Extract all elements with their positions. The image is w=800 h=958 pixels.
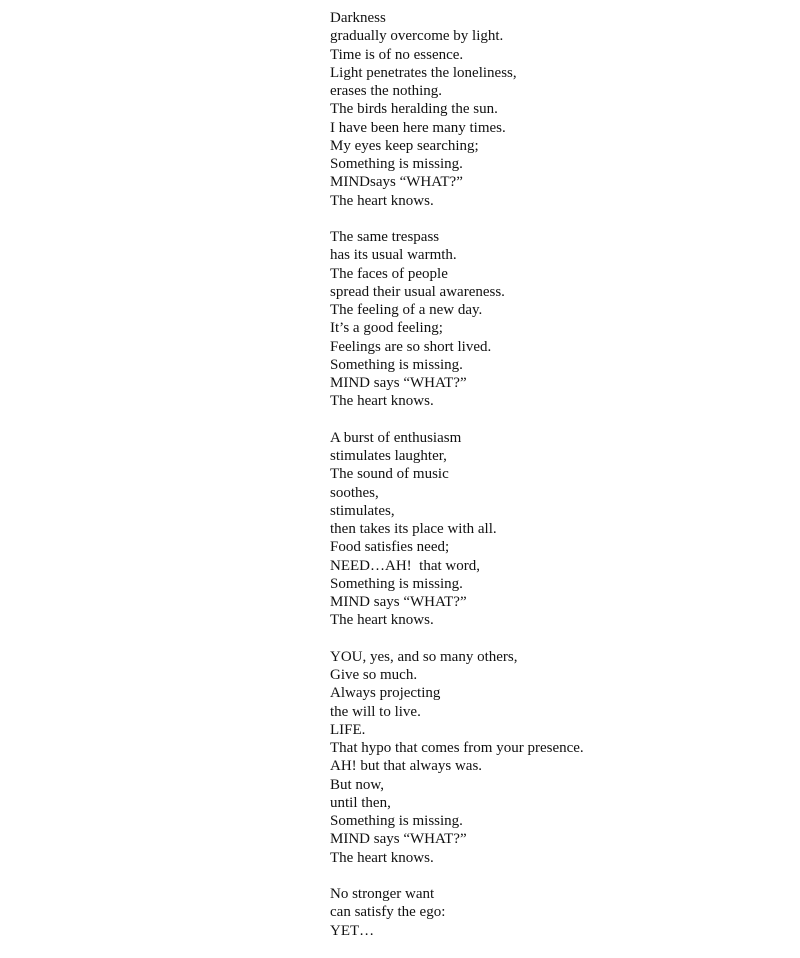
poem-line: The heart knows. — [330, 192, 434, 209]
poem-line: Something is missing. — [330, 156, 463, 172]
poem-line: has its usual warmth. — [330, 247, 457, 264]
poem-line: Something is missing. — [330, 575, 463, 592]
poem-line: The birds heralding the sun. — [330, 101, 498, 118]
poem-line: erases the nothing. — [330, 83, 443, 99]
poem-line: YET… — [330, 922, 375, 939]
stanza-3 — [330, 429, 790, 630]
poem-line: gradually overcome by light. — [330, 28, 504, 45]
poem-line: The feeling of a new day. — [330, 302, 483, 318]
poem-line: The same trespass — [330, 229, 440, 245]
poem-line: soothes, — [330, 484, 379, 501]
stanza-5 — [330, 885, 790, 940]
poem-line: NEED…AH! that word, — [330, 557, 480, 574]
poem-line: A burst of enthusiasm — [330, 429, 462, 446]
poem-line: MIND says “WHAT?” — [330, 594, 467, 610]
poem-line: Something is missing. — [330, 813, 463, 829]
stanza-2 — [330, 228, 790, 411]
poem-line: can satisfy the ego: — [330, 904, 446, 921]
poem-line: the will to live. — [330, 703, 421, 720]
poem-text — [330, 9, 790, 958]
poem-line: The faces of people — [330, 265, 448, 282]
poem-line: Always projecting — [330, 685, 441, 702]
stanza-4 — [330, 648, 790, 867]
poem-line: No stronger want — [330, 886, 435, 902]
poem-line: The heart knows. — [330, 612, 434, 629]
poem-line: It’s a good feeling; — [330, 320, 443, 337]
poem-line: MINDsays “WHAT?” — [330, 174, 463, 191]
poem-line: YOU, yes, and so many others, — [330, 648, 518, 665]
poem-line: Something is missing. — [330, 356, 463, 373]
poem-line: spread their usual awareness. — [330, 283, 505, 300]
poem-line: My eyes keep searching; — [330, 137, 479, 154]
poem-line: Light penetrates the loneliness, — [330, 64, 517, 81]
poem-line: Give so much. — [330, 667, 418, 683]
poem-line: MIND says “WHAT?” — [330, 375, 467, 391]
poem-line: then takes its place with all. — [330, 521, 497, 537]
poem-line: AH! but that always was. — [330, 758, 483, 775]
poem-line: The sound of music — [330, 466, 449, 483]
poem-line: until then, — [330, 794, 391, 811]
poem-line: The heart knows. — [330, 849, 434, 866]
poem-line: Food satisfies need; — [330, 539, 450, 556]
stanza-1 — [330, 9, 790, 210]
poem-line: I have been here many times. — [330, 119, 506, 136]
poem-line: That hypo that comes from your presence. — [330, 740, 584, 756]
poem-line: stimulates, — [330, 502, 395, 519]
poem-line: MIND says “WHAT?” — [330, 831, 467, 848]
poem-line: stimulates laughter, — [330, 448, 447, 464]
poem-line: LIFE. — [330, 721, 366, 738]
poem-line: Darkness — [330, 10, 386, 26]
poem-line: Time is of no essence. — [330, 46, 464, 63]
poem-line: The heart knows. — [330, 393, 434, 410]
poem-line: Feelings are so short lived. — [330, 338, 492, 355]
poem-line: But now, — [330, 776, 385, 793]
